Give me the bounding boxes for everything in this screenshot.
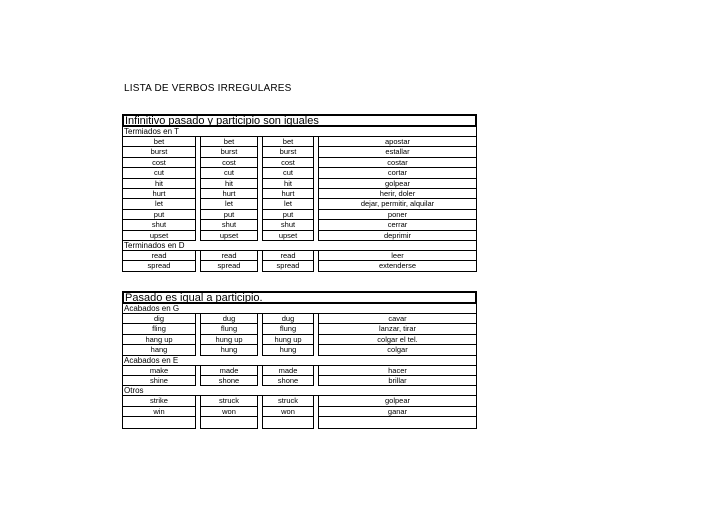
table-row bbox=[122, 261, 477, 271]
section-label: Otros bbox=[122, 386, 477, 396]
section-label: Terminados en D bbox=[122, 241, 477, 251]
table-header: Infinitivo pasado y participio son iguales bbox=[122, 114, 477, 127]
past-cell: hurt bbox=[200, 189, 258, 199]
past-cell: bet bbox=[200, 137, 258, 147]
past-cell: hung bbox=[200, 345, 258, 355]
infinitive-cell: hurt bbox=[122, 189, 196, 199]
translation-cell: herir, doler bbox=[318, 189, 477, 199]
translation-cell: hacer bbox=[318, 366, 477, 376]
table-row bbox=[122, 335, 477, 345]
participle-cell: bet bbox=[262, 137, 314, 147]
past-cell: dug bbox=[200, 314, 258, 324]
section-label: Termiados en T bbox=[122, 127, 477, 137]
table-row bbox=[122, 366, 477, 376]
infinitive-cell: spread bbox=[122, 261, 196, 271]
participle-cell: shut bbox=[262, 220, 314, 230]
participle-cell: hung up bbox=[262, 335, 314, 345]
participle-cell: hurt bbox=[262, 189, 314, 199]
infinitive-cell: bet bbox=[122, 137, 196, 147]
table-header: Pasado es igual a participio. bbox=[122, 291, 477, 304]
translation-cell: leer bbox=[318, 251, 477, 261]
section-label: Acabados en E bbox=[122, 356, 477, 366]
table-row bbox=[122, 220, 477, 230]
participle-cell: cut bbox=[262, 168, 314, 178]
table-row bbox=[122, 158, 477, 168]
participle-cell: let bbox=[262, 199, 314, 209]
empty-row bbox=[122, 417, 477, 429]
empty-cell bbox=[200, 417, 258, 429]
translation-cell: deprimir bbox=[318, 231, 477, 241]
participle-cell: made bbox=[262, 366, 314, 376]
participle-cell: dug bbox=[262, 314, 314, 324]
infinitive-cell: make bbox=[122, 366, 196, 376]
infinitive-cell: cut bbox=[122, 168, 196, 178]
table-row bbox=[122, 314, 477, 324]
past-cell: read bbox=[200, 251, 258, 261]
translation-cell: colgar el tel. bbox=[318, 335, 477, 345]
table-row bbox=[122, 345, 477, 355]
past-cell: made bbox=[200, 366, 258, 376]
past-cell: burst bbox=[200, 147, 258, 157]
table-row bbox=[122, 231, 477, 241]
translation-cell: poner bbox=[318, 210, 477, 220]
participle-cell: won bbox=[262, 407, 314, 417]
past-cell: spread bbox=[200, 261, 258, 271]
past-cell: upset bbox=[200, 231, 258, 241]
table-row bbox=[122, 168, 477, 178]
infinitive-cell: upset bbox=[122, 231, 196, 241]
infinitive-cell: burst bbox=[122, 147, 196, 157]
table-row bbox=[122, 376, 477, 386]
infinitive-cell: dig bbox=[122, 314, 196, 324]
participle-cell: flung bbox=[262, 324, 314, 334]
translation-cell: apostar bbox=[318, 137, 477, 147]
participle-cell: hit bbox=[262, 179, 314, 189]
past-cell: cost bbox=[200, 158, 258, 168]
table-row bbox=[122, 396, 477, 406]
translation-cell: costar bbox=[318, 158, 477, 168]
translation-cell: ganar bbox=[318, 407, 477, 417]
past-cell: shone bbox=[200, 376, 258, 386]
translation-cell: brillar bbox=[318, 376, 477, 386]
table-row bbox=[122, 251, 477, 261]
past-cell: hung up bbox=[200, 335, 258, 345]
participle-cell: shone bbox=[262, 376, 314, 386]
past-cell: hit bbox=[200, 179, 258, 189]
past-cell: cut bbox=[200, 168, 258, 178]
translation-cell: golpear bbox=[318, 179, 477, 189]
infinitive-cell: win bbox=[122, 407, 196, 417]
translation-cell: extenderse bbox=[318, 261, 477, 271]
translation-cell: cortar bbox=[318, 168, 477, 178]
table-row bbox=[122, 179, 477, 189]
participle-cell: struck bbox=[262, 396, 314, 406]
past-cell: put bbox=[200, 210, 258, 220]
infinitive-cell: read bbox=[122, 251, 196, 261]
empty-cell bbox=[122, 417, 196, 429]
infinitive-cell: strike bbox=[122, 396, 196, 406]
page-title: LISTA DE VERBOS IRREGULARES bbox=[124, 83, 292, 94]
table-row bbox=[122, 407, 477, 417]
infinitive-cell: cost bbox=[122, 158, 196, 168]
participle-cell: read bbox=[262, 251, 314, 261]
participle-cell: put bbox=[262, 210, 314, 220]
participle-cell: burst bbox=[262, 147, 314, 157]
infinitive-cell: put bbox=[122, 210, 196, 220]
past-cell: shut bbox=[200, 220, 258, 230]
past-cell: let bbox=[200, 199, 258, 209]
translation-cell: cavar bbox=[318, 314, 477, 324]
past-cell: flung bbox=[200, 324, 258, 334]
table-row bbox=[122, 137, 477, 147]
translation-cell: lanzar, tirar bbox=[318, 324, 477, 334]
participle-cell: upset bbox=[262, 231, 314, 241]
verbs-table-same-forms bbox=[122, 114, 477, 272]
participle-cell: spread bbox=[262, 261, 314, 271]
table-row bbox=[122, 199, 477, 209]
infinitive-cell: shine bbox=[122, 376, 196, 386]
infinitive-cell: hang up bbox=[122, 335, 196, 345]
infinitive-cell: hit bbox=[122, 179, 196, 189]
table-row bbox=[122, 189, 477, 199]
table-row bbox=[122, 324, 477, 334]
participle-cell: hung bbox=[262, 345, 314, 355]
empty-cell bbox=[318, 417, 477, 429]
past-cell: won bbox=[200, 407, 258, 417]
empty-cell bbox=[262, 417, 314, 429]
table-row bbox=[122, 147, 477, 157]
translation-cell: cerrar bbox=[318, 220, 477, 230]
past-cell: struck bbox=[200, 396, 258, 406]
infinitive-cell: hang bbox=[122, 345, 196, 355]
translation-cell: estallar bbox=[318, 147, 477, 157]
infinitive-cell: let bbox=[122, 199, 196, 209]
verbs-table-past-equals-participle bbox=[122, 291, 477, 429]
translation-cell: dejar, permitir, alquilar bbox=[318, 199, 477, 209]
translation-cell: golpear bbox=[318, 396, 477, 406]
participle-cell: cost bbox=[262, 158, 314, 168]
section-label: Acabados en G bbox=[122, 304, 477, 314]
infinitive-cell: shut bbox=[122, 220, 196, 230]
translation-cell: colgar bbox=[318, 345, 477, 355]
infinitive-cell: fling bbox=[122, 324, 196, 334]
table-row bbox=[122, 210, 477, 220]
